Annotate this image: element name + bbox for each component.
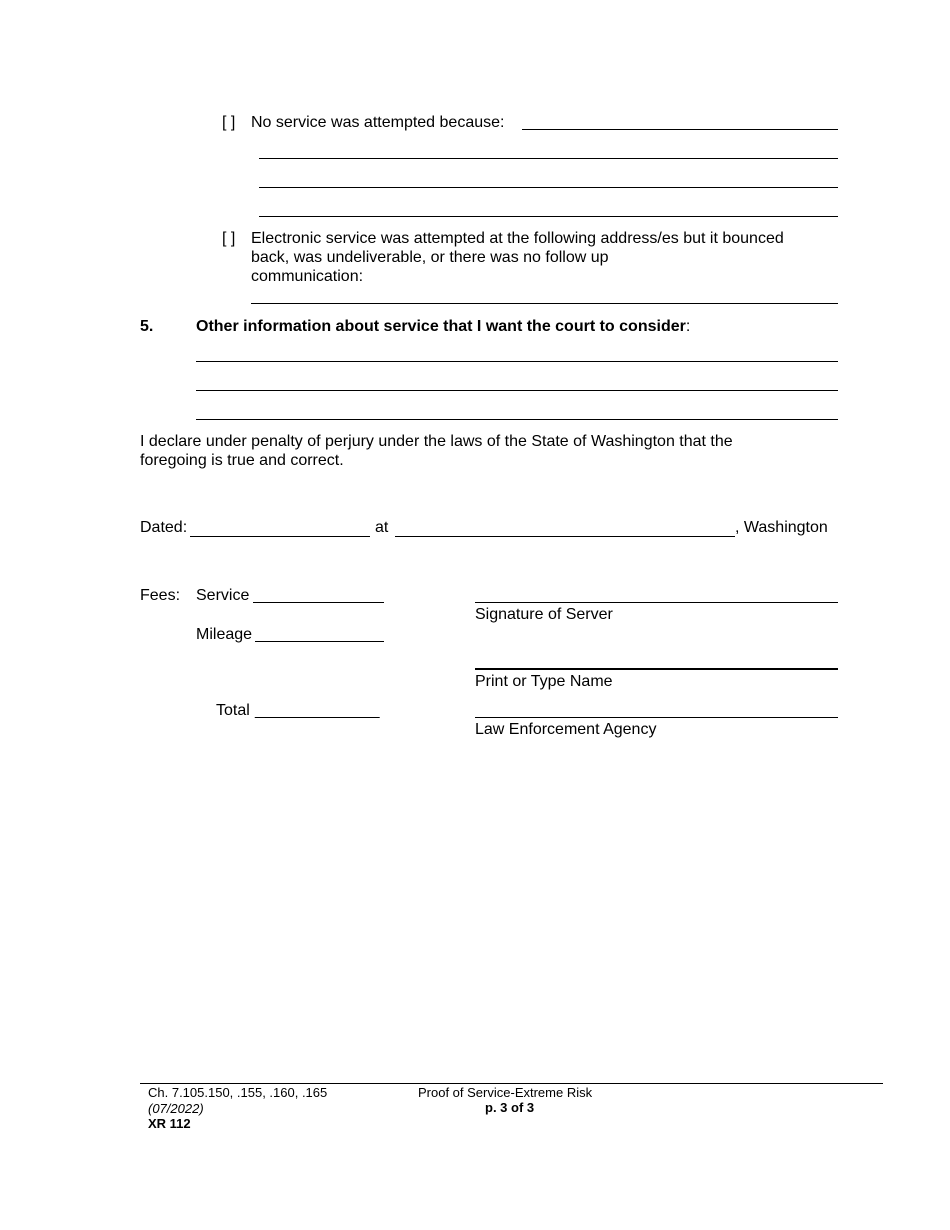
fees-total-label: Total (216, 702, 250, 719)
electronic-address-line[interactable] (251, 303, 838, 304)
fees-mileage-label: Mileage (196, 626, 253, 643)
fees-label: Fees: (140, 587, 181, 604)
no-service-reason-line-2[interactable] (259, 158, 838, 159)
no-service-reason-line-1[interactable] (522, 129, 838, 130)
fees-service-line[interactable] (253, 602, 384, 603)
dated-label: Dated: (140, 519, 188, 536)
electronic-service-checkbox[interactable]: [ ] (222, 230, 236, 247)
declaration-line-2: foregoing is true and correct. (140, 452, 344, 469)
electronic-service-text-line-1: Electronic service was attempted at the following address/es but it bounced (251, 230, 784, 247)
agency-line[interactable] (475, 717, 838, 718)
dated-place-line[interactable] (395, 536, 735, 537)
item-5-colon: : (685, 318, 691, 335)
electronic-service-text-line-2: back, was undeliverable, or there was no follow up (251, 249, 609, 266)
other-info-line-3[interactable] (196, 419, 838, 420)
other-info-line-1[interactable] (196, 361, 838, 362)
agency-label: Law Enforcement Agency (475, 721, 657, 738)
no-service-reason-line-3[interactable] (259, 187, 838, 188)
dated-date-line[interactable] (190, 536, 370, 537)
footer-statute: Ch. 7.105.150, .155, .160, .165 (148, 1085, 328, 1100)
print-name-label: Print or Type Name (475, 673, 613, 690)
footer-date: (07/2022) (148, 1101, 204, 1116)
fees-total-blank[interactable]: ______________ (255, 702, 380, 719)
footer-form-number: XR 112 (148, 1116, 191, 1131)
signature-line[interactable] (475, 602, 838, 603)
footer-rule (140, 1083, 883, 1084)
signature-of-server-label: Signature of Server (475, 606, 613, 623)
other-info-line-2[interactable] (196, 390, 838, 391)
footer-page: p. 3 of 3 (485, 1100, 535, 1115)
dated-at-label: at (375, 519, 389, 536)
print-name-line[interactable] (475, 668, 838, 670)
electronic-service-text-line-3: communication: (251, 268, 364, 285)
no-service-reason-line-4[interactable] (259, 216, 838, 217)
fees-mileage-line[interactable] (255, 641, 384, 642)
item-5-heading-text: Other information about service that I want the court to consider (196, 318, 686, 335)
no-service-checkbox[interactable]: [ ] (222, 114, 236, 131)
fees-service-label: Service (196, 587, 250, 604)
item-5-heading (196, 317, 690, 336)
no-service-label: No service was attempted because: (251, 114, 505, 131)
item-5-number: 5. (140, 318, 154, 335)
dated-state-label: , Washington (735, 519, 828, 536)
declaration-line-1: I declare under penalty of perjury under the laws of the State of Washington that the (140, 433, 733, 450)
footer-title: Proof of Service-Extreme Risk (418, 1085, 593, 1100)
